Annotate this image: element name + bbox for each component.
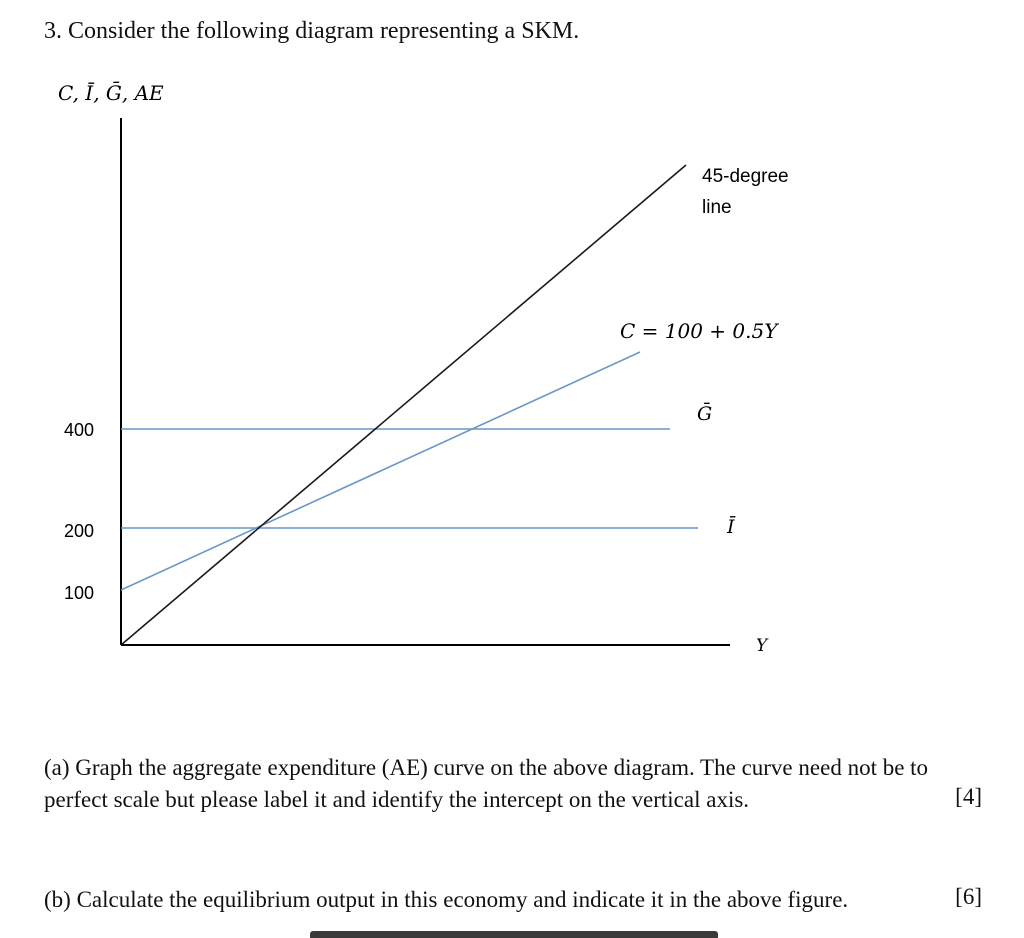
- home-indicator-bar: [310, 931, 718, 938]
- investment-label: Ī: [727, 516, 735, 538]
- y-tick-200: 200: [64, 521, 95, 541]
- forty-five-degree-label-line2: line: [702, 197, 732, 218]
- forty-five-degree-line: [121, 165, 686, 645]
- government-spending-label: Ḡ: [697, 403, 713, 425]
- question-part-b: (b) Calculate the equilibrium output in this economy and indicate it in the above figure.: [44, 887, 849, 912]
- consumption-line: [121, 352, 640, 590]
- part-a-marks: [4]: [955, 784, 982, 809]
- y-tick-400: 400: [64, 420, 95, 440]
- part-b-marks: [6]: [955, 884, 982, 909]
- x-axis-label: Y: [756, 636, 768, 656]
- y-tick-100: 100: [64, 583, 95, 603]
- question-part-a: (a) Graph the aggregate expenditure (AE) curve on the above diagram. The curve need not be to perfect scale but please label it and identify the intercept on the vertical axis.: [44, 755, 929, 812]
- forty-five-degree-label-line1: 45-degree: [702, 166, 789, 187]
- consumption-label: C = 100 + 0.5Y: [620, 319, 778, 343]
- question-title: 3. Consider the following diagram representing a SKM.: [44, 18, 580, 44]
- y-axis-label: C, Ī, Ḡ, AE: [58, 81, 164, 105]
